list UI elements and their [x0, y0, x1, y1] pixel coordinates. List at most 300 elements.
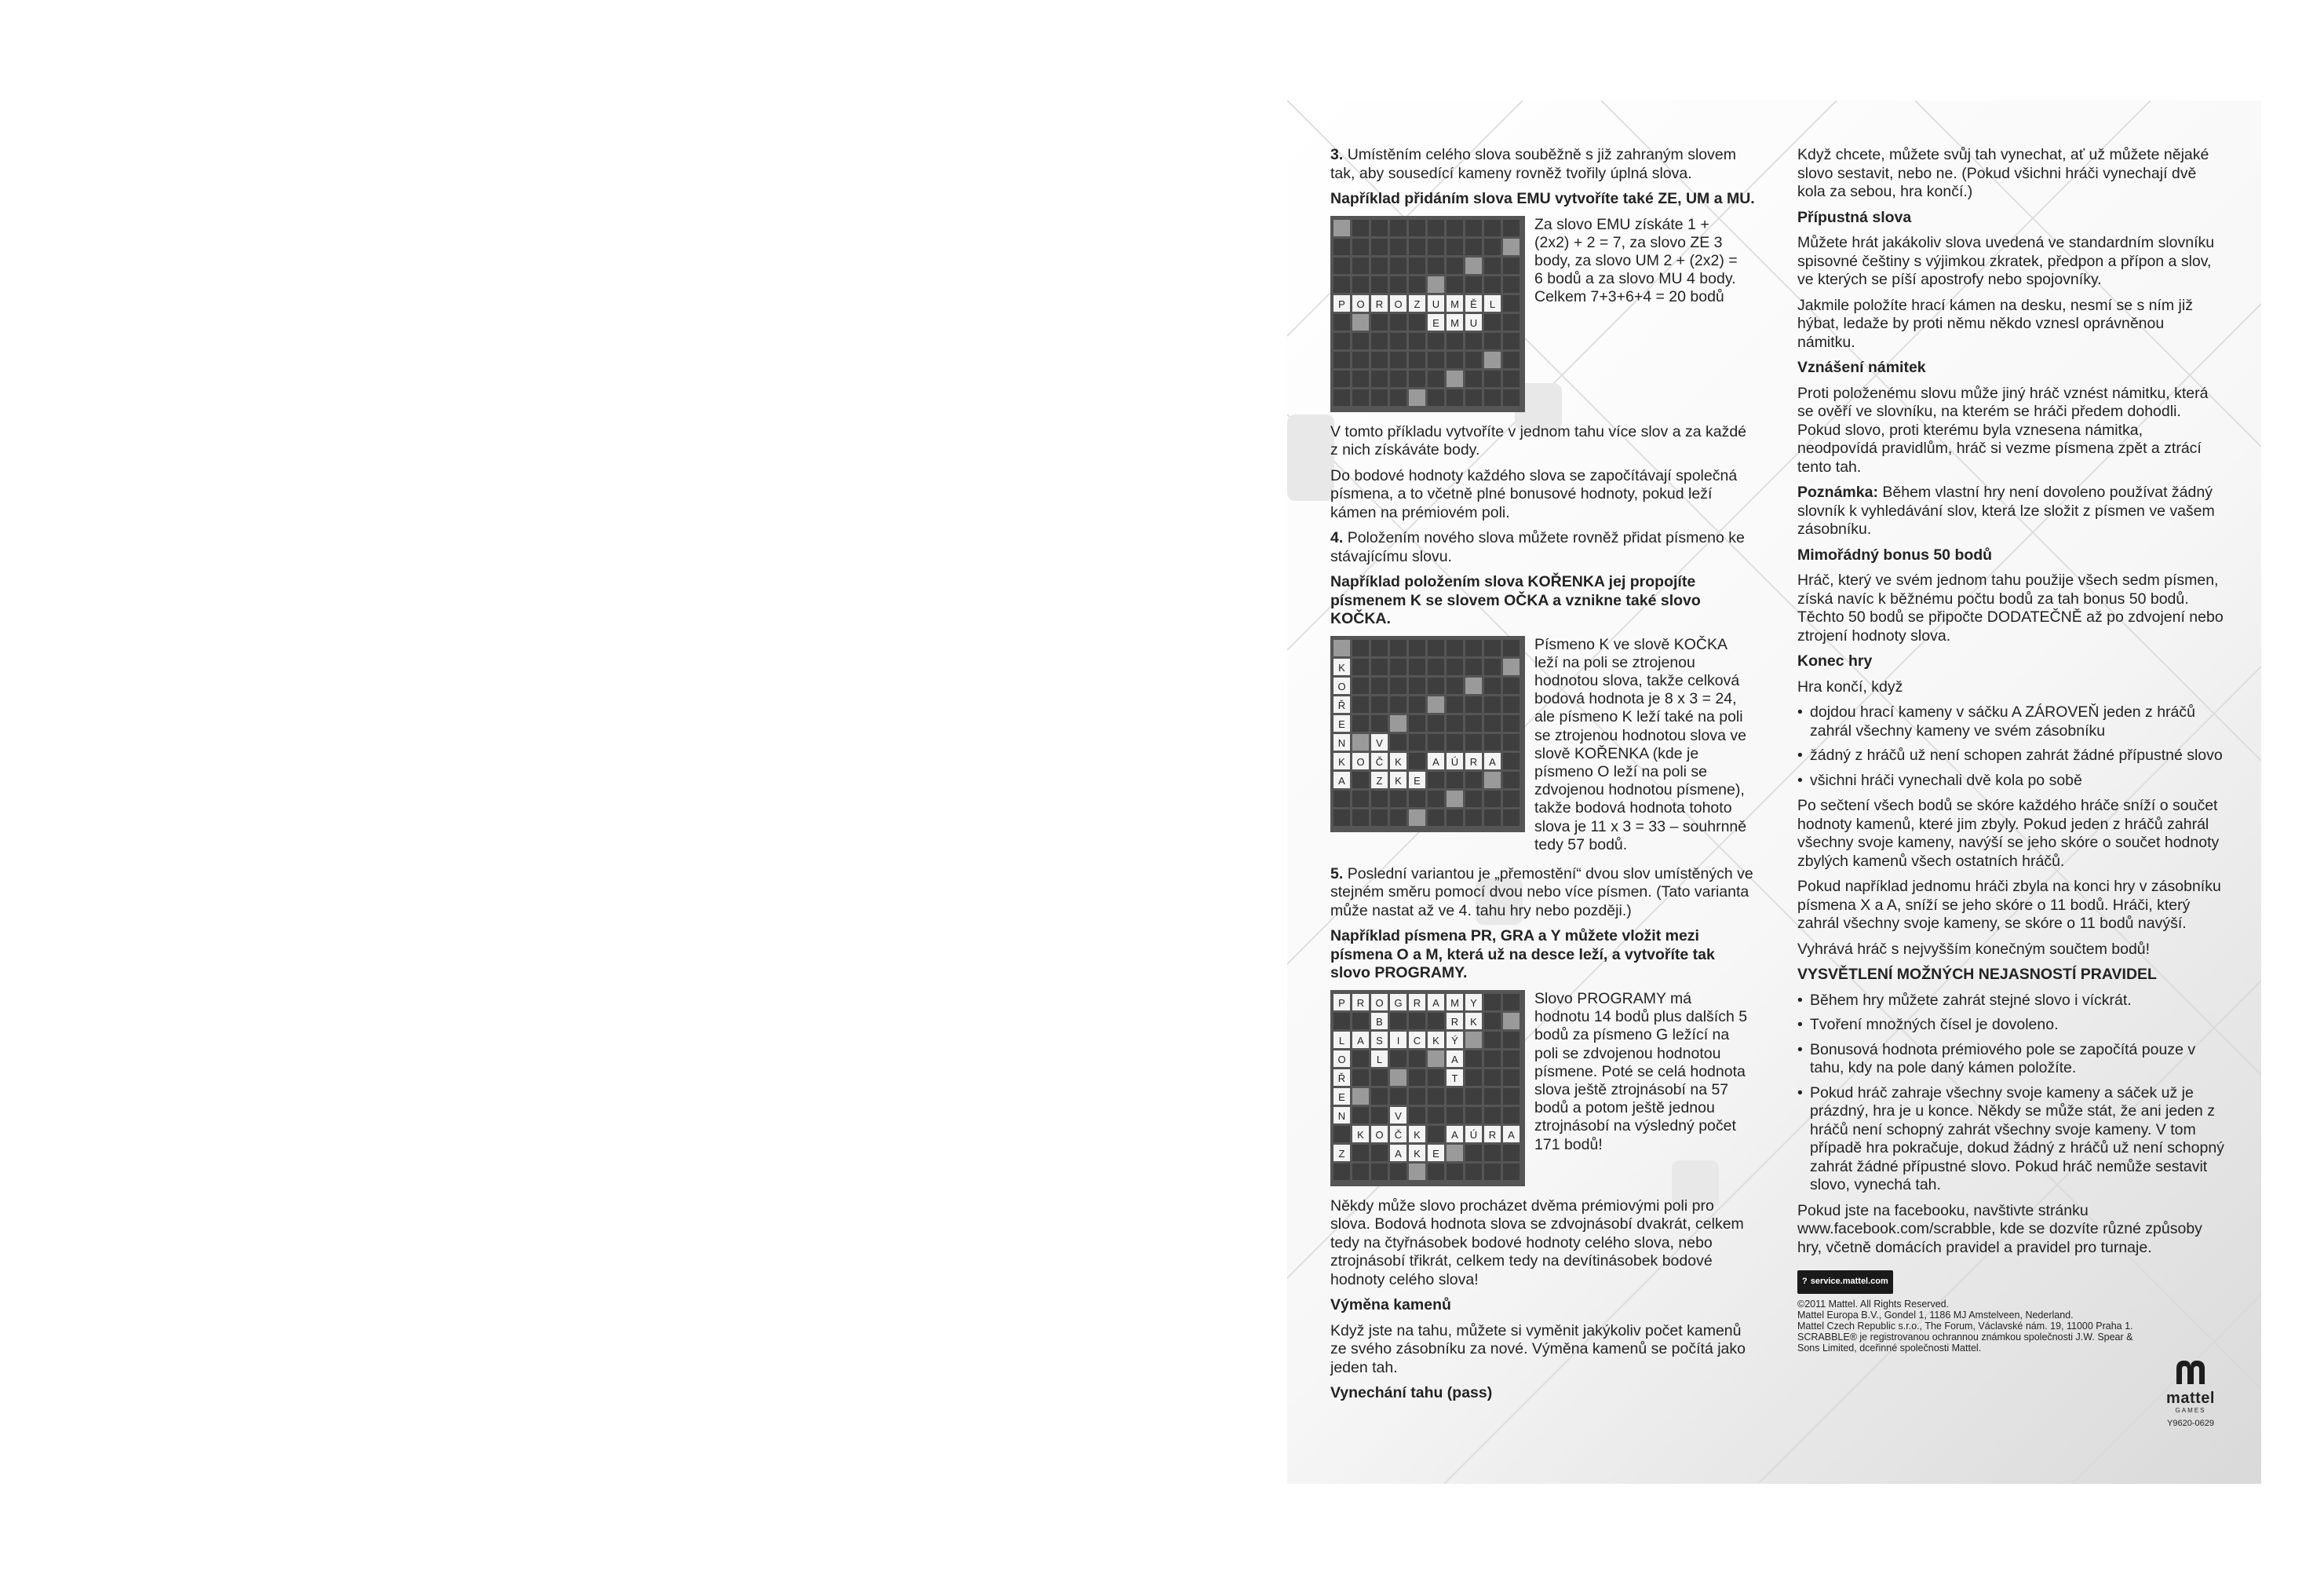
tile-letter: L [1338, 1034, 1345, 1047]
board-square [1390, 371, 1406, 387]
board-square [1484, 239, 1501, 255]
paragraph: 4. Položením nového slova můžete rovněž přidat písmeno ke stávajícímu slovu. [1330, 529, 1745, 565]
board-square [1390, 791, 1406, 807]
board-square [1352, 314, 1369, 331]
board-square [1503, 371, 1520, 387]
board-square [1484, 220, 1501, 236]
letter-tile [1390, 295, 1406, 312]
tile-letter: L [1489, 298, 1496, 310]
board-square [1465, 696, 1482, 713]
board-square [1484, 1013, 1501, 1029]
section-heading-vysvetleni: VYSVĚTLENÍ MOŽNÝCH NEJASNOSTÍ PRAVIDEL [1797, 966, 2157, 983]
letter-tile [1447, 994, 1463, 1010]
board-square [1409, 809, 1425, 826]
letter-tile [1428, 753, 1444, 769]
letter-tile [1409, 295, 1425, 312]
board-square [1333, 1013, 1350, 1029]
list-item: • žádný z hráčů už není schopen zahrát žádné přípustné slovo [1797, 747, 2224, 765]
board-square [1409, 276, 1425, 293]
board-square [1503, 314, 1520, 331]
board-square [1333, 389, 1350, 406]
board-square [1484, 1145, 1501, 1161]
board-square [1503, 734, 1520, 751]
board-square [1465, 258, 1482, 274]
tile-letter: B [1376, 1015, 1383, 1028]
board-square [1371, 258, 1388, 274]
board-square [1333, 333, 1350, 349]
board-square [1352, 1013, 1369, 1029]
board-square [1428, 371, 1444, 387]
board-square [1333, 791, 1350, 807]
board-square [1447, 678, 1463, 694]
list-item: • Tvoření množných čísel je dovoleno. [1797, 1016, 2224, 1035]
tile-letter: E [1338, 1091, 1345, 1103]
board-square [1465, 239, 1482, 255]
board-square [1390, 239, 1406, 255]
board-square [1465, 352, 1482, 368]
board-example-emu [1330, 216, 1757, 412]
letter-tile [1352, 295, 1369, 312]
letter-tile [1333, 734, 1350, 751]
board-square [1390, 715, 1406, 732]
paragraph: Vyhrává hráč s nejvyšším konečným součtem bodů! [1797, 940, 2151, 958]
board-square [1409, 678, 1425, 694]
board-square [1371, 371, 1388, 387]
tile-letter: K [1338, 755, 1345, 768]
tile-letter: Ř [1337, 1072, 1346, 1084]
tile-letter: R [1356, 996, 1365, 1009]
letter-tile [1371, 734, 1388, 751]
board-square [1447, 696, 1463, 713]
board-square [1428, 696, 1444, 713]
letter-tile [1352, 1032, 1369, 1048]
board-square [1428, 1050, 1444, 1067]
letter-tile [1503, 1126, 1520, 1142]
board-square [1409, 1088, 1425, 1105]
letter-tile [1447, 1126, 1463, 1142]
letter-tile [1390, 1107, 1406, 1123]
tile-letter: O [1356, 298, 1365, 310]
board-square [1352, 1145, 1369, 1161]
board-square [1503, 791, 1520, 807]
board-square [1447, 220, 1463, 236]
tile-letter: A [1357, 1034, 1364, 1047]
letter-tile [1428, 1145, 1444, 1161]
board-square [1484, 258, 1501, 274]
tile-letter: E [1338, 718, 1345, 730]
board-square [1333, 276, 1350, 293]
letter-tile [1409, 1145, 1425, 1161]
board-square [1428, 1088, 1444, 1105]
board-square [1465, 809, 1482, 826]
board-example-korenka [1330, 636, 1757, 854]
board-square [1465, 1164, 1482, 1180]
example-heading: Například písmena PR, GRA a Y můžete vložit mezi písmena O a M, která už na desce leží, a vytvoříte tak slovo PROGRAMY. [1330, 927, 1715, 982]
figure-caption: Slovo PROGRAMY má hodnotu 14 bodů plus dalších 5 bodů za písmeno G ležící na poli se zdvojenou hodnotou písmene. Poté se celá hodnota slova ještě ztrojnásobí na 57 bodů a potom ještě jednou ztrojnásobí na výsledný počet 171 bodů! [1534, 989, 1748, 1153]
board-square [1333, 258, 1350, 274]
board-square [1447, 1107, 1463, 1123]
board-square [1390, 1164, 1406, 1180]
board-square [1503, 1107, 1520, 1123]
board-square [1371, 239, 1388, 255]
tile-letter: K [1470, 1015, 1477, 1028]
tile-letter: K [1338, 661, 1345, 674]
tile-letter: V [1376, 736, 1383, 749]
board-square [1484, 371, 1501, 387]
letter-tile [1447, 295, 1463, 312]
tile-letter: A [1395, 1147, 1402, 1160]
paragraph: Pokud například jednomu hráči zbyla na konci hry v zásobníku písmena X a A, sníží se jeho skóre o 11 bodů. Hráči, který zahrál všechny svoje kameny, se skóre o 11 bodů navýší. [1797, 878, 2221, 932]
list-item: • všichni hráči vynechali dvě kola po sobě [1797, 772, 2224, 791]
board-square [1390, 734, 1406, 751]
board-square [1447, 258, 1463, 274]
board-square [1428, 791, 1444, 807]
letter-tile [1371, 1050, 1388, 1067]
tile-letter: G [1394, 996, 1403, 1009]
letter-tile [1333, 1050, 1350, 1067]
board-square [1503, 659, 1520, 675]
board-square [1428, 1107, 1444, 1123]
board-square [1352, 715, 1369, 732]
letter-tile [1371, 753, 1388, 769]
board-square [1428, 1069, 1444, 1086]
board-square [1352, 696, 1369, 713]
board-square [1447, 772, 1463, 788]
tile-letter: M [1450, 996, 1459, 1009]
board-square [1352, 640, 1369, 656]
board-square [1465, 659, 1482, 675]
tile-letter: K [1395, 774, 1402, 787]
end-conditions-list [1797, 703, 2224, 790]
tile-letter: R [1469, 755, 1478, 768]
letter-tile [1352, 753, 1369, 769]
board-square [1503, 715, 1520, 732]
service-badge[interactable]: ? service.mattel.com [1797, 1270, 1893, 1294]
tile-letter: Z [1376, 774, 1383, 787]
tile-letter: E [1432, 316, 1439, 329]
tile-letter: U [1469, 316, 1478, 329]
tile-letter: P [1338, 996, 1345, 1009]
tile-letter: Č [1375, 755, 1384, 768]
board-square [1352, 1088, 1369, 1105]
letter-tile [1390, 753, 1406, 769]
board-square [1484, 994, 1501, 1010]
board-square [1503, 352, 1520, 368]
tile-letter: R [1488, 1128, 1497, 1141]
letter-tile [1465, 994, 1482, 1010]
tile-letter: O [1337, 1053, 1346, 1065]
board-square [1409, 1013, 1425, 1029]
tile-letter: R [1413, 996, 1421, 1009]
board-square [1503, 1069, 1520, 1086]
letter-tile [1428, 295, 1444, 312]
board-square [1465, 772, 1482, 788]
board-square [1428, 1013, 1444, 1029]
board-square [1447, 791, 1463, 807]
board-square [1503, 1013, 1520, 1029]
board-square [1484, 1069, 1501, 1086]
board-square [1503, 1050, 1520, 1067]
paragraph: V tomto příkladu vytvoříte v jednom tahu více slov a za každé z nich získáváte body. [1330, 422, 1747, 459]
board-square [1465, 1050, 1482, 1067]
tile-letter: P [1338, 298, 1345, 310]
legal-text: ©2011 Mattel. All Rights Reserved. Mattel Europa B.V., Gondel 1, 1186 MJ Amstelveen, Nederland. Mattel Czech Republic s.r.o., The Forum, Václavské nám. 19, 11000 Praha 1. SCRABBLE® je registrovanou ochrannou známkou společnosti J.W. Spear & Sons Limited, dceřinné společnosti Mattel. [1797, 1298, 2133, 1354]
board-square [1503, 1164, 1520, 1180]
board-square [1333, 352, 1350, 368]
tile-letter: L [1376, 1053, 1383, 1065]
letter-tile [1409, 1126, 1425, 1142]
board-square [1371, 1088, 1388, 1105]
board-square [1503, 276, 1520, 293]
note: Poznámka: Během vlastní hry není dovoleno používat žádný slovník k vyhledávání slov, která lze složit z písmen ve vašem zásobníku. [1797, 484, 2215, 538]
tile-letter: A [1432, 996, 1439, 1009]
board-square [1447, 1164, 1463, 1180]
tile-letter: E [1432, 1147, 1439, 1160]
letter-tile [1371, 1013, 1388, 1029]
board-square [1409, 1164, 1425, 1180]
letter-tile [1390, 1032, 1406, 1048]
board-square [1352, 1050, 1369, 1067]
board-square [1371, 220, 1388, 236]
board-square [1465, 1088, 1482, 1105]
board-square [1352, 1164, 1369, 1180]
board-square [1503, 678, 1520, 694]
board-square [1390, 352, 1406, 368]
board-square [1484, 1107, 1501, 1123]
tile-letter: Ý [1451, 1034, 1458, 1047]
board-square [1484, 1088, 1501, 1105]
board-square [1484, 791, 1501, 807]
letter-tile [1371, 994, 1388, 1010]
board-square [1409, 1069, 1425, 1086]
board-square [1428, 809, 1444, 826]
board-square [1503, 333, 1520, 349]
letter-tile [1333, 772, 1350, 788]
board-square [1390, 659, 1406, 675]
tile-letter: A [1508, 1128, 1515, 1141]
board-square [1333, 1164, 1350, 1180]
board-square [1371, 640, 1388, 656]
board-square [1484, 1164, 1501, 1180]
board-square [1428, 715, 1444, 732]
board-square [1447, 352, 1463, 368]
board-square [1447, 809, 1463, 826]
tile-letter: A [1489, 755, 1496, 768]
list-item: • Bonusová hodnota prémiového pole se započítá pouze v tahu, kdy na pole daný kámen položíte. [1797, 1041, 2224, 1078]
tile-letter: O [1394, 298, 1403, 310]
board-square [1428, 640, 1444, 656]
board-square [1409, 734, 1425, 751]
paragraph: 5. Poslední variantou je „přemostění“ dvou slov umístěných ve stejném směru pomocí dvou nebo více písmen. (Tato varianta může nastat až ve 4. tahu hry nebo později.) [1330, 864, 1753, 919]
letter-tile [1465, 1013, 1482, 1029]
letter-tile [1371, 1126, 1388, 1142]
paragraph: Hráč, který ve svém jednom tahu použije všech sedm písmen, získá navíc k běžnému počtu bodů za tah bonus 50 bodů. Těchto 50 bodů se připočte DODATEČNĚ až po zdvojení nebo ztrojení hodnoty slova. [1797, 572, 2224, 645]
board-square [1409, 791, 1425, 807]
board-square [1428, 352, 1444, 368]
board-square [1428, 659, 1444, 675]
board-square [1352, 239, 1369, 255]
board-square [1503, 1145, 1520, 1161]
letter-tile [1428, 314, 1444, 331]
letter-tile [1371, 772, 1388, 788]
board-square [1352, 352, 1369, 368]
board-square [1390, 276, 1406, 293]
letter-tile [1409, 772, 1425, 788]
section-heading-pripustna: Přípustná slova [1797, 208, 1912, 226]
board-square [1409, 715, 1425, 732]
letter-tile [1447, 753, 1463, 769]
board-square [1447, 276, 1463, 293]
tile-letter: O [1375, 1128, 1384, 1141]
letter-tile [1371, 1032, 1388, 1048]
letter-tile [1484, 753, 1501, 769]
board-square [1390, 220, 1406, 236]
board-square [1352, 389, 1369, 406]
board-square [1409, 696, 1425, 713]
mattel-icon [2173, 1359, 2208, 1386]
board-square [1465, 220, 1482, 236]
board-square [1371, 809, 1388, 826]
board-square [1465, 333, 1482, 349]
left-column [1330, 146, 1757, 1410]
board-square [1503, 258, 1520, 274]
letter-tile [1390, 772, 1406, 788]
board-square [1447, 333, 1463, 349]
board-square [1371, 1164, 1388, 1180]
letter-tile [1333, 1145, 1350, 1161]
tile-letter: I [1396, 1034, 1400, 1047]
board-square [1390, 696, 1406, 713]
board-square [1503, 1032, 1520, 1048]
letter-tile [1333, 1088, 1350, 1105]
paragraph: 3. Umístěním celého slova souběžně s již zahraným slovem tak, aby sousedící kameny rovněž tvořily úplná slova. [1330, 146, 1736, 182]
board-square [1333, 314, 1350, 331]
board-square [1428, 734, 1444, 751]
board-square [1352, 371, 1369, 387]
board-square [1409, 389, 1425, 406]
board-square [1484, 276, 1501, 293]
board-square [1447, 1145, 1463, 1161]
example-heading: Například položením slova KOŘENKA jej propojíte písmenem K se slovem OČKA a vznikne také slovo KOČKA. [1330, 573, 1701, 627]
board-square [1409, 239, 1425, 255]
tile-letter: A [1338, 774, 1345, 787]
board-square [1409, 1050, 1425, 1067]
board-square [1503, 696, 1520, 713]
tile-letter: K [1357, 1128, 1364, 1141]
tile-letter: Ú [1469, 1128, 1478, 1141]
board-square [1428, 258, 1444, 274]
board-square [1352, 772, 1369, 788]
letter-tile [1409, 994, 1425, 1010]
tile-letter: A [1432, 755, 1439, 768]
board-square [1390, 1088, 1406, 1105]
board-square [1333, 1126, 1350, 1142]
tile-letter: O [1356, 755, 1365, 768]
paragraph: Když jste na tahu, můžete si vyměnit jakýkoliv počet kamenů ze svého zásobníku za nové. Výměna kamenů se počítá jako jeden tah. [1330, 1321, 1746, 1376]
board-square [1503, 753, 1520, 769]
tile-letter: K [1414, 1147, 1421, 1160]
tile-letter: O [1375, 996, 1384, 1009]
board-square [1371, 333, 1388, 349]
board-square [1484, 640, 1501, 656]
board-figure-3 [1330, 990, 1525, 1186]
tile-letter: A [1451, 1128, 1458, 1141]
board-square [1465, 1107, 1482, 1123]
board-square [1352, 1107, 1369, 1123]
tile-letter: Z [1338, 1147, 1345, 1160]
board-square [1465, 715, 1482, 732]
board-square [1428, 389, 1444, 406]
board-square [1352, 1069, 1369, 1086]
tile-letter: M [1450, 298, 1459, 310]
board-square [1390, 1050, 1406, 1067]
tile-letter: Ě [1470, 298, 1477, 310]
tile-letter: N [1337, 1109, 1346, 1122]
letter-tile [1333, 1069, 1350, 1086]
board-square [1371, 659, 1388, 675]
board-square [1409, 333, 1425, 349]
board-square [1484, 734, 1501, 751]
tile-letter: U [1432, 298, 1440, 310]
paragraph: Můžete hrát jakákoliv slova uvedená ve standardním slovníku spisovné češtiny s výjimkou zkratek, předpon a přípon a slov, ve kterých se píší apostrofy nebo spojovníky. [1797, 234, 2215, 288]
letter-tile [1333, 678, 1350, 694]
board-square [1484, 678, 1501, 694]
letter-tile [1333, 753, 1350, 769]
tile-letter: O [1337, 680, 1346, 692]
board-square [1428, 1126, 1444, 1142]
board-square [1352, 809, 1369, 826]
board-square [1428, 239, 1444, 255]
board-square [1352, 276, 1369, 293]
letter-tile [1465, 1126, 1482, 1142]
clarifications-list [1797, 992, 2224, 1195]
letter-tile [1333, 295, 1350, 312]
board-square [1333, 809, 1350, 826]
board-square [1333, 371, 1350, 387]
board-example-programy [1330, 990, 1757, 1186]
board-square [1447, 371, 1463, 387]
letter-tile [1447, 1032, 1463, 1048]
board-square [1390, 640, 1406, 656]
board-square [1503, 220, 1520, 236]
board-square [1465, 640, 1482, 656]
board-square [1352, 659, 1369, 675]
board-square [1352, 333, 1369, 349]
section-heading-pass: Vynechání tahu (pass) [1330, 1384, 1493, 1402]
board-square [1465, 1069, 1482, 1086]
tile-letter: Ú [1450, 755, 1459, 768]
board-square [1390, 333, 1406, 349]
board-square [1503, 239, 1520, 255]
board-square [1371, 715, 1388, 732]
tile-letter: K [1395, 755, 1402, 768]
letter-tile [1333, 994, 1350, 1010]
board-square [1371, 678, 1388, 694]
paragraph: Když chcete, můžete svůj tah vynechat, ať už můžete nějaké slovo sestavit, nebo ne. (Pokud všichni hráči vynechají dvě kola za sebou, hra končí.) [1797, 146, 2209, 200]
board-square [1409, 314, 1425, 331]
letter-tile [1484, 1126, 1501, 1142]
board-square [1484, 352, 1501, 368]
board-square [1503, 1088, 1520, 1105]
board-square [1390, 678, 1406, 694]
board-square [1352, 678, 1369, 694]
board-square [1390, 809, 1406, 826]
tile-letter: A [1451, 1053, 1458, 1065]
board-square [1503, 295, 1520, 312]
letter-tile [1333, 1032, 1350, 1048]
tile-letter: V [1395, 1109, 1402, 1122]
board-square [1465, 276, 1482, 293]
